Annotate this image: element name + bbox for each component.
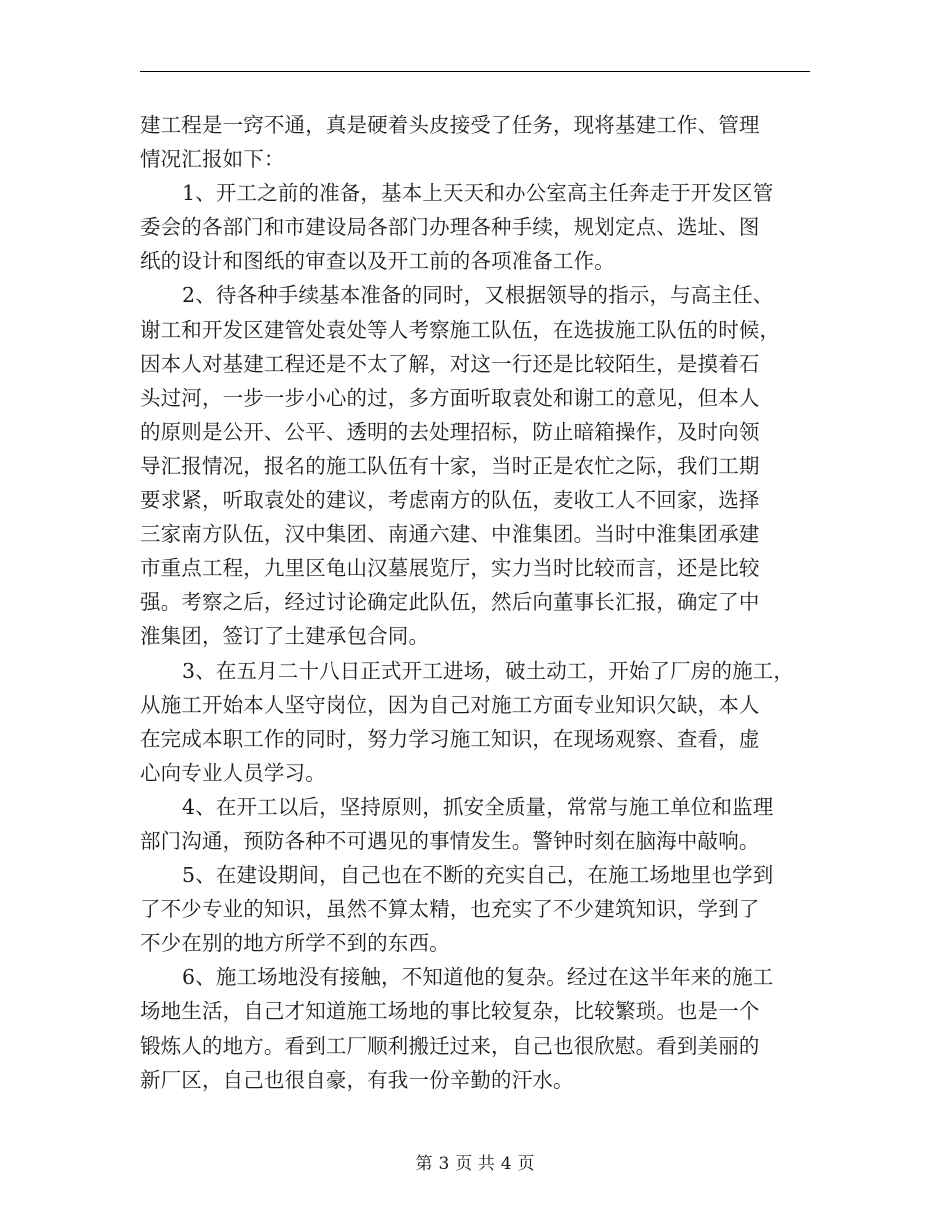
text-line: 从施工开始本人坚守岗位，因为自己对施工方面专业知识欠缺，本人 [140,692,760,717]
text-line: 不少在别的地方所学不到的东西。 [140,931,450,956]
text-line: 要求紧，听取袁处的建议，考虑南方的队伍，麦收工人不回家，选择 [140,488,760,513]
footer-page-suffix: 页 [517,1154,535,1174]
text-line: 锻炼人的地方。看到工厂顺利搬迁过来，自己也很欣慰。看到美丽的 [140,1033,760,1058]
footer-page-prefix: 第 [415,1154,433,1174]
footer-page-number: 3 [438,1154,450,1174]
text-line: 因本人对基建工程还是不太了解，对这一行还是比较陌生，是摸着石 [140,351,760,376]
text-line: 建工程是一窍不通，真是硬着头皮接受了任务，现将基建工作、管理 [140,113,760,137]
page-footer [0,1152,950,1176]
text-line: 1、开工之前的准备，基本上天天和办公室高主任奔走于开发区管 [182,181,774,206]
text-line: 头过河，一步一步小心的过，多方面听取袁处和谢工的意见，但本人 [140,385,760,410]
text-line: 导汇报情况，报名的施工队伍有十家，当时正是农忙之际，我们工期 [140,453,760,478]
text-line: 5、在建设期间，自己也在不断的充实自己，在施工场地里也学到 [182,863,774,888]
text-line: 6、施工场地没有接触，不知道他的复杂。经过在这半年来的施工 [182,965,774,990]
text-line: 情况汇报如下： [140,147,285,172]
text-line: 委会的各部门和市建设局各部门办理各种手续，规划定点、选址、图 [140,215,760,240]
text-line: 在完成本职工作的同时，努力学习施工知识，在现场观察、查看，虚 [140,726,760,751]
text-line: 4、在开工以后，坚持原则，抓安全质量，常常与施工单位和监理 [182,794,774,819]
text-line: 强。考察之后，经过讨论确定此队伍，然后向董事长汇报，确定了中 [140,590,760,615]
body-text [140,108,812,1097]
header-rule [140,71,810,72]
text-line: 市重点工程，九里区龟山汉墓展览厅，实力当时比较而言，还是比较 [140,556,760,581]
text-line: 的原则是公开、公平、透明的去处理招标，防止暗箱操作，及时向领 [140,419,760,444]
text-line: 3、在五月二十八日正式开工进场，破土动工，开始了厂房的施工， [182,658,795,683]
text-line: 谢工和开发区建管处袁处等人考察施工队伍，在选拔施工队伍的时候， [140,317,781,342]
text-line: 心向专业人员学习。 [140,760,326,785]
footer-page-mid: 页 共 [455,1154,495,1174]
text-line: 淮集团，签订了土建承包合同。 [140,624,430,649]
footer-page-total: 4 [500,1154,512,1174]
text-line: 2、待各种手续基本准备的同时，又根据领导的指示，与高主任、 [182,283,774,308]
text-line: 新厂区，自己也很自豪，有我一份辛勤的汗水。 [140,1067,574,1092]
text-line: 场地生活，自己才知道施工场地的事比较复杂，比较繁琐。也是一个 [140,999,760,1024]
text-line: 部门沟通，预防各种不可遇见的事情发生。警钟时刻在脑海中敲响。 [140,828,760,853]
text-line: 了不少专业的知识，虽然不算太精，也充实了不少建筑知识，学到了 [140,897,760,922]
text-line: 三家南方队伍，汉中集团、南通六建、中淮集团。当时中淮集团承建 [140,522,760,547]
text-line: 纸的设计和图纸的审查以及开工前的各项准备工作。 [140,249,615,274]
